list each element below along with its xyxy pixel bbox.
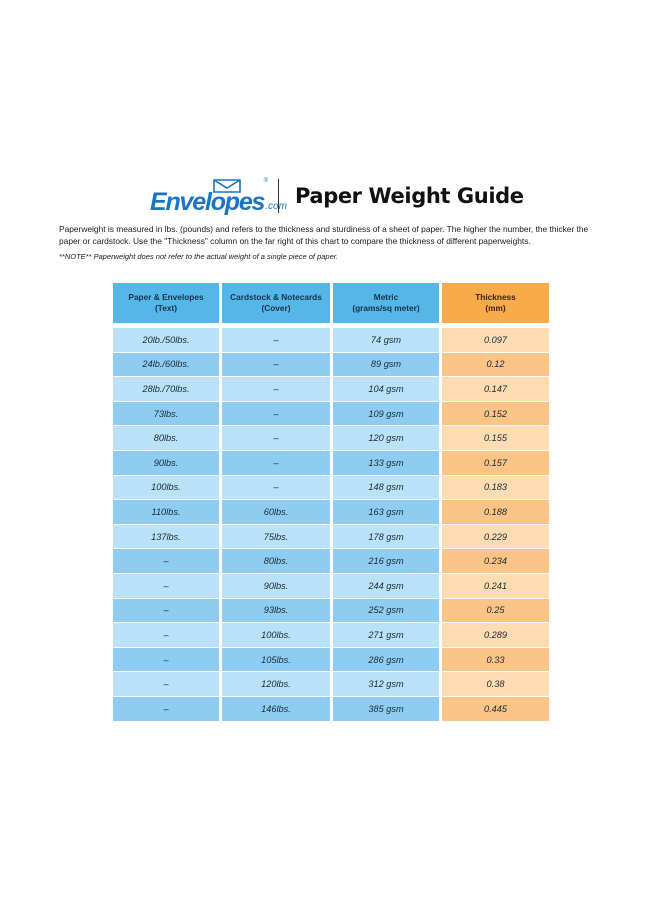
table-row	[113, 623, 549, 648]
table-row	[113, 574, 549, 599]
table-cell: –	[113, 623, 219, 648]
table-cell: –	[113, 599, 219, 624]
table-cell: 100lbs.	[222, 623, 330, 648]
paper-weight-table	[113, 283, 549, 722]
header-label: Thickness	[475, 292, 516, 302]
table-cell: –	[222, 377, 330, 402]
table-row	[113, 426, 549, 451]
table-cell: 0.097	[442, 328, 549, 353]
table-cell: –	[113, 549, 219, 574]
table-row	[113, 697, 549, 722]
table-cell: 60lbs.	[222, 500, 330, 525]
header-label: Paper & Envelopes	[128, 292, 204, 302]
table-row	[113, 402, 549, 427]
table-cell: 178 gsm	[333, 525, 439, 550]
column-header-metric	[333, 283, 439, 323]
registered-mark: ®	[263, 178, 268, 184]
table-cell: 0.229	[442, 525, 549, 550]
page-header	[150, 174, 530, 218]
table-row	[113, 672, 549, 697]
table-cell: 73lbs.	[113, 402, 219, 427]
table-cell: 252 gsm	[333, 599, 439, 624]
page-title: Paper Weight Guide	[295, 184, 524, 208]
table-cell: 104 gsm	[333, 377, 439, 402]
table-cell: 133 gsm	[333, 451, 439, 476]
table-cell: –	[222, 353, 330, 378]
table-cell: 90lbs.	[113, 451, 219, 476]
logo-wordmark: Envelopes	[150, 188, 265, 216]
table-cell: –	[222, 402, 330, 427]
table-row	[113, 377, 549, 402]
table-row	[113, 648, 549, 673]
table-cell: 20lb./50lbs.	[113, 328, 219, 353]
table-row	[113, 549, 549, 574]
table-cell: –	[222, 476, 330, 501]
table-row	[113, 599, 549, 624]
table-cell: 0.12	[442, 353, 549, 378]
table-cell: 109 gsm	[333, 402, 439, 427]
table-cell: 0.183	[442, 476, 549, 501]
table-cell: –	[113, 672, 219, 697]
table-cell: 75lbs.	[222, 525, 330, 550]
table-row	[113, 451, 549, 476]
table-cell: –	[222, 328, 330, 353]
table-cell: 271 gsm	[333, 623, 439, 648]
table-cell: –	[113, 697, 219, 722]
table-cell: 137lbs.	[113, 525, 219, 550]
header-sublabel: (Cover)	[261, 303, 291, 313]
table-cell: 0.33	[442, 648, 549, 673]
table-cell: 90lbs.	[222, 574, 330, 599]
table-row	[113, 500, 549, 525]
envelopes-logo[interactable]	[150, 176, 287, 216]
table-row	[113, 328, 549, 353]
table-cell: 93lbs.	[222, 599, 330, 624]
table-cell: 80lbs.	[222, 549, 330, 574]
envelope-icon	[212, 178, 242, 194]
table-cell: 312 gsm	[333, 672, 439, 697]
table-cell: –	[222, 426, 330, 451]
column-header-cardstock	[222, 283, 330, 323]
table-row	[113, 476, 549, 501]
table-cell: 286 gsm	[333, 648, 439, 673]
table-cell: 110lbs.	[113, 500, 219, 525]
table-cell: 89 gsm	[333, 353, 439, 378]
table-cell: 0.152	[442, 402, 549, 427]
table-cell: 0.155	[442, 426, 549, 451]
table-cell: 146lbs.	[222, 697, 330, 722]
table-cell: 0.241	[442, 574, 549, 599]
table-cell: 120 gsm	[333, 426, 439, 451]
table-cell: 100lbs.	[113, 476, 219, 501]
table-cell: 0.25	[442, 599, 549, 624]
table-cell: 244 gsm	[333, 574, 439, 599]
table-cell: 0.157	[442, 451, 549, 476]
header-label: Metric	[373, 292, 399, 302]
table-cell: 74 gsm	[333, 328, 439, 353]
table-cell: 105lbs.	[222, 648, 330, 673]
table-cell: 148 gsm	[333, 476, 439, 501]
table-cell: –	[113, 574, 219, 599]
table-cell: 216 gsm	[333, 549, 439, 574]
table-cell: 0.234	[442, 549, 549, 574]
column-header-thickness	[442, 283, 549, 323]
header-label: Cardstock & Notecards	[230, 292, 322, 302]
table-cell: 0.289	[442, 623, 549, 648]
intro-paragraph: Paperweight is measured in lbs. (pounds) and refers to the thickness and sturdiness of a sheet of paper. The higher the number, the thicker the paper or cardstock. Use the "Thickness" column on the far right of this chart to compare the thickness of different paperweights.	[59, 224, 589, 246]
header-sublabel: (mm)	[485, 303, 506, 313]
table-body	[113, 328, 549, 722]
table-cell: 0.38	[442, 672, 549, 697]
table-row	[113, 525, 549, 550]
table-cell: 24lb./60lbs.	[113, 353, 219, 378]
table-cell: 0.147	[442, 377, 549, 402]
table-row	[113, 353, 549, 378]
table-cell: 120lbs.	[222, 672, 330, 697]
table-cell: –	[113, 648, 219, 673]
header-sublabel: (Text)	[155, 303, 177, 313]
column-header-paper	[113, 283, 219, 323]
header-sublabel: (grams/sq meter)	[352, 303, 420, 313]
table-cell: 0.445	[442, 697, 549, 722]
table-cell: 80lbs.	[113, 426, 219, 451]
note-text: **NOTE** Paperweight does not refer to the actual weight of a single piece of paper.	[59, 252, 339, 261]
logo-domain: .com	[265, 201, 287, 212]
table-header-row	[113, 283, 549, 323]
table-cell: 0.188	[442, 500, 549, 525]
table-cell: –	[222, 451, 330, 476]
table-cell: 385 gsm	[333, 697, 439, 722]
table-cell: 163 gsm	[333, 500, 439, 525]
table-cell: 28lb./70lbs.	[113, 377, 219, 402]
